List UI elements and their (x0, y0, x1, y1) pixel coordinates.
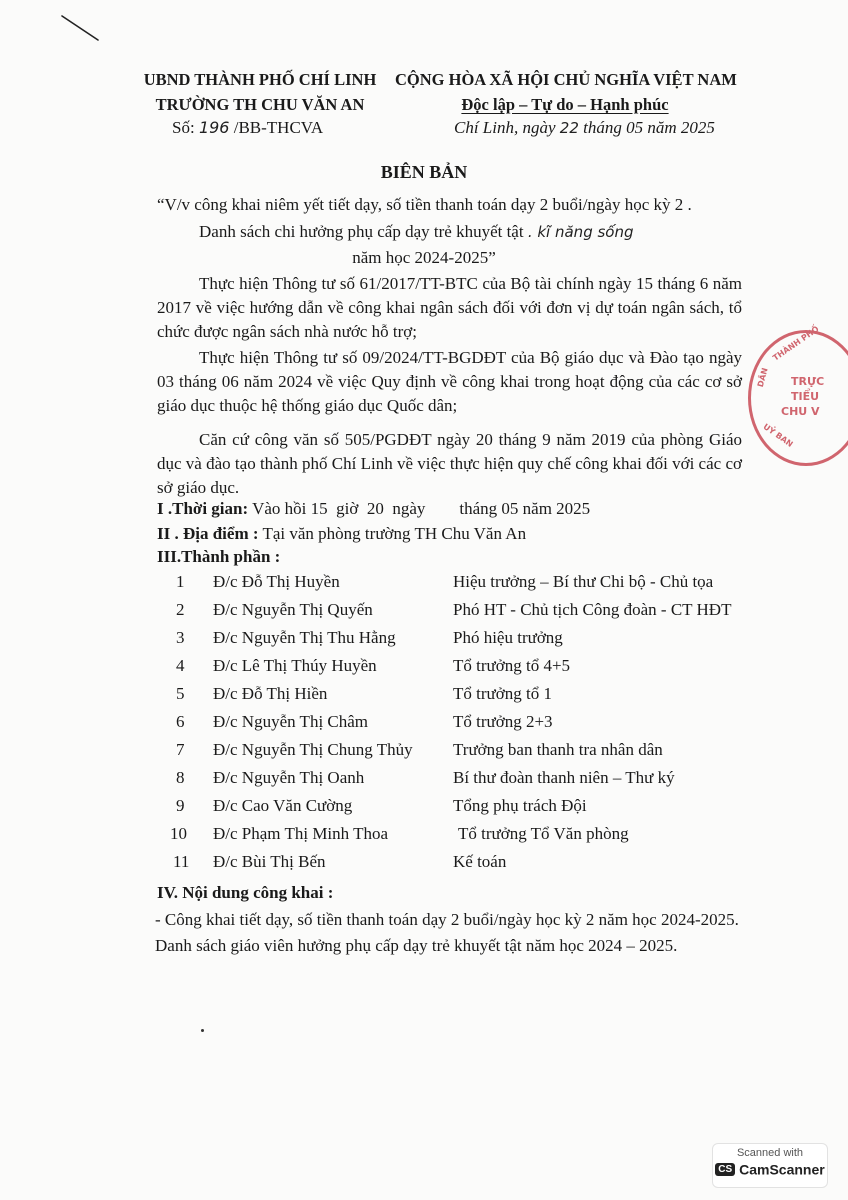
scanner-brand-row (713, 1160, 827, 1177)
member-no: 5 (176, 684, 185, 703)
paragraph-1 (157, 272, 742, 344)
camscanner-watermark (712, 1143, 828, 1188)
stamp-line3: CHU V (781, 405, 820, 418)
subject-line3: năm học 2024-2025” (352, 248, 496, 267)
member-role: Bí thư đoàn thanh niên – Thư ký (453, 768, 675, 787)
member-role: Tổng phụ trách Đội (453, 796, 587, 815)
section-location (157, 524, 526, 544)
number-label: Số: (172, 118, 195, 137)
section-time-label: I .Thời gian: (157, 499, 249, 518)
school-stamp (748, 324, 848, 466)
member-no: 4 (176, 656, 185, 675)
section-time (157, 499, 590, 519)
member-role: Phó HT - Chủ tịch Công đoàn - CT HĐT (453, 600, 732, 619)
member-role: Tổ trưởng tổ 4+5 (453, 656, 571, 675)
member-name: Đ/c Nguyễn Thị Oanh (213, 768, 365, 787)
subject-line2 (199, 222, 634, 242)
paragraph-3 (157, 428, 742, 500)
member-no: 2 (176, 600, 185, 619)
member-row (0, 824, 848, 852)
member-row (0, 852, 848, 880)
member-no: 11 (173, 852, 190, 871)
member-name: Đ/c Nguyễn Thị Quyến (213, 600, 373, 619)
stray-dot (201, 1029, 204, 1032)
header-left-line2: TRƯỜNG TH CHU VĂN AN (155, 95, 365, 114)
member-no: 7 (176, 740, 185, 759)
date-prefix: Chí Linh, ngày (454, 118, 556, 137)
member-name: Đ/c Nguyễn Thị Châm (213, 712, 369, 731)
member-role: Kế toán (453, 852, 507, 871)
member-name: Đ/c Đỗ Thị Hiền (213, 684, 328, 703)
date-day-handwritten: 22 (559, 119, 579, 137)
member-no: 9 (176, 796, 185, 815)
member-no: 1 (176, 572, 185, 591)
camscanner-logo-icon: CS (715, 1163, 735, 1176)
member-row (0, 572, 848, 600)
member-role: Tổ trưởng tổ 1 (453, 684, 552, 703)
member-no: 6 (176, 712, 185, 731)
paragraph-2-text: Thực hiện Thông tư số 09/2024/TT-BGDĐT của Bộ giáo dục và Đào tạo ngày 03 tháng 06 năm 2024 về việc Quy định về công khai trong hoạt động của các cơ sở giáo dục thuộc hệ thống giáo dục Quốc dân; (157, 348, 742, 415)
subject-line1: “V/v công khai niêm yết tiết dạy, số tiền thanh toán dạy 2 buổi/ngày học kỳ 2 . (157, 195, 692, 214)
member-no: 3 (176, 628, 185, 647)
member-role: Tổ trưởng 2+3 (453, 712, 553, 731)
section-location-label: II . Địa điểm : (157, 524, 259, 543)
date-rest: tháng 05 năm 2025 (583, 118, 715, 137)
member-role: Trưởng ban thanh tra nhân dân (453, 740, 663, 759)
member-role: Tổ trưởng Tổ Văn phòng (458, 824, 629, 843)
paragraph-3-text: Căn cứ công văn số 505/PGDĐT ngày 20 tháng 9 năm 2019 của phòng Giáo dục và đào tạo thành phố Chí Linh về việc thực hiện quy chế công khai đối với các cơ sở giáo dục. (157, 430, 742, 497)
paragraph-1-text: Thực hiện Thông tư số 61/2017/TT-BTC của Bộ tài chính ngày 15 tháng 6 năm 2017 về việc hướng dẫn về công khai ngân sách đối với đơn vị dự toán ngân sách, tổ chức được ngân sách nhà nước hỗ trợ; (157, 274, 742, 341)
member-role: Hiệu trưởng – Bí thư Chi bộ - Chủ tọa (453, 572, 714, 591)
header-date (454, 118, 715, 138)
stamp-line1: TRỰC (791, 375, 825, 388)
member-name: Đ/c Phạm Thị Minh Thoa (213, 824, 389, 843)
member-row (0, 656, 848, 684)
stamp-clip (700, 300, 848, 500)
stamp-line2: TIỂU (791, 390, 820, 403)
subject-line2-text: Danh sách chi hưởng phụ cấp dạy trẻ khuyết tật (199, 222, 524, 241)
member-row (0, 712, 848, 740)
section-content-label: IV. Nội dung công khai : (157, 883, 334, 902)
number-value-handwritten: 196 (198, 118, 230, 137)
document-number (172, 118, 323, 138)
document-title: BIÊN BẢN (380, 162, 468, 182)
member-row (0, 600, 848, 628)
member-no: 10 (170, 824, 187, 843)
paragraph-2 (157, 346, 742, 418)
stamp-ring-top: THÀNH PHỐ (771, 324, 821, 363)
header-right-line2 (395, 95, 735, 115)
member-role: Phó hiệu trưởng (453, 628, 563, 647)
member-name: Đ/c Đỗ Thị Huyền (213, 572, 340, 591)
member-row (0, 628, 848, 656)
member-row (0, 684, 848, 712)
header-right-line1: CỘNG HÒA XÃ HỘI CHỦ NGHĨA VIỆT NAM (395, 70, 737, 89)
scanner-caption: Scanned with (736, 1147, 804, 1159)
motto: Độc lập – Tự do – Hạnh phúc (461, 95, 669, 114)
stamp-ring-side: DÂN (755, 366, 770, 389)
pen-mark (58, 12, 102, 44)
member-no: 8 (176, 768, 185, 787)
header-left-line1: UBND THÀNH PHỐ CHÍ LINH (143, 70, 377, 89)
section-content-text: - Công khai tiết dạy, số tiền thanh toán dạy 2 buổi/ngày học kỳ 2 năm học 2024-2025. Danh sách giáo viên hưởng phụ cấp dạy trẻ khuyết tật năm học 2024 – 2025. (155, 910, 739, 955)
member-row (0, 768, 848, 796)
member-row (0, 740, 848, 768)
member-name: Đ/c Nguyễn Thị Chung Thủy (213, 740, 413, 759)
member-row (0, 796, 848, 824)
scanner-brand: CamScanner (739, 1161, 825, 1178)
member-name: Đ/c Nguyễn Thị Thu Hằng (213, 628, 396, 647)
member-name: Đ/c Cao Văn Cường (213, 796, 353, 815)
member-name: Đ/c Bùi Thị Bến (213, 852, 326, 871)
number-suffix: /BB-THCVA (233, 118, 324, 137)
subject-handwritten-note: . kĩ năng sống (527, 223, 634, 241)
section-time-text: Vào hồi 15 giờ 20 ngày tháng 05 năm 2025 (252, 499, 591, 518)
stamp-ring-bottom: UỶ BAN (761, 422, 795, 449)
member-name: Đ/c Lê Thị Thúy Huyền (213, 656, 377, 675)
section-members-label: III.Thành phần : (157, 547, 281, 566)
section-location-text: Tại văn phòng trường TH Chu Văn An (262, 524, 527, 543)
